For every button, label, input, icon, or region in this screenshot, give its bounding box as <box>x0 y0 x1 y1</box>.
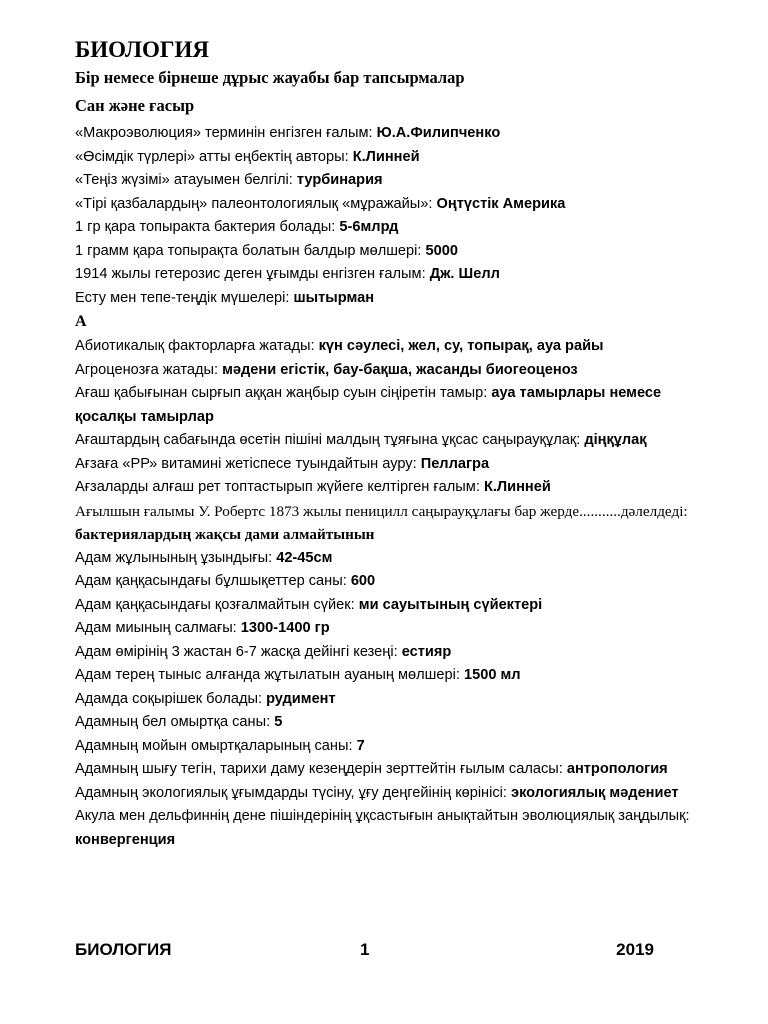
list-item <box>75 359 715 383</box>
answer-text: 7 <box>356 737 365 754</box>
list-item <box>75 570 715 594</box>
answer-text: 1300-1400 гр <box>240 620 330 636</box>
question-text: Адам жұлынының ұзындығы: <box>75 549 277 566</box>
list-item <box>75 664 715 688</box>
list-item <box>75 805 715 852</box>
answer-text: 5 <box>274 714 283 730</box>
answer-text: күн сәулесі, жел, су, топырақ, ауа райы <box>318 338 604 354</box>
answer-text: шытырман <box>293 289 375 306</box>
footer-subject: БИОЛОГИЯ <box>75 940 172 959</box>
question-text: «Макроэволюция» терминін енгізген ғалым: <box>75 125 377 141</box>
answer-text: діңқұлақ <box>584 432 647 448</box>
question-text: Ағзаларды алғаш рет топтастырып жүйеге келтірген ғалым: <box>75 479 484 495</box>
question-text: «Теңіз жүзімі» атауымен белгілі: <box>75 172 297 188</box>
answer-text: ауа тамырлары немесе қосалқы тамырлар <box>75 385 662 425</box>
question-text: Адам қаңқасындағы бұлшықеттер саны: <box>75 573 351 589</box>
question-text: Есту мен тепе-теңдік мүшелері: <box>75 289 294 306</box>
list-item <box>75 547 715 571</box>
question-text: Адамның бел омыртқа саны: <box>75 714 275 730</box>
answer-text: турбинария <box>296 172 383 188</box>
question-text: Адам терең тыныс алғанда жұтылатын ауаның мөлшері: <box>75 667 464 683</box>
list-item <box>75 216 715 240</box>
answer-text: экологиялық мәдениет <box>511 784 679 801</box>
question-text: «Өсімдік түрлері» атты еңбектің авторы: <box>75 148 353 165</box>
question-text: «Тірі қазбалардың» палеонтологиялық «мұражайы»: <box>75 195 437 212</box>
question-text: Ағаштардың сабағында өсетін пішіні малдың тұяғына ұқсас саңырауқұлақ: <box>75 432 585 448</box>
list-item <box>75 122 715 146</box>
question-text: Адам өмірінің 3 жастан 6-7 жасқа дейінгі кезеңі: <box>75 643 402 660</box>
list-item <box>75 382 715 429</box>
document-subtitle: Бір немесе бірнеше дұрыс жауабы бар тапсырмалар <box>75 68 465 87</box>
list-item <box>75 711 715 735</box>
question-text: 1914 жылы гетерозис деген ұғымды енгізген ғалым: <box>75 266 430 282</box>
question-text: Ағаш қабығынан сырғып аққан жаңбыр суын сіңіретін тамыр: <box>75 385 492 401</box>
list-item <box>75 263 715 287</box>
answer-text: Ю.А.Филипченко <box>376 125 501 141</box>
question-text: 1 гр қара топыракта бактерия болады: <box>75 219 340 235</box>
list-item <box>75 146 715 170</box>
footer-year: 2019 <box>616 940 654 959</box>
list-item <box>75 500 715 547</box>
list-item <box>75 735 715 759</box>
letter-heading: А <box>75 313 87 330</box>
answer-text: Дж. Шелл <box>429 266 500 282</box>
list-item <box>75 617 715 641</box>
list-item <box>75 169 715 193</box>
section-heading: Сан және ғасыр <box>75 96 195 115</box>
answer-text: рудимент <box>266 690 336 707</box>
question-text: Ағзаға «РР» витамині жетіспесе туындайтын ауру: <box>75 455 421 472</box>
question-text: Адамның шығу тегін, тарихи даму кезеңдерін зерттейтін ғылым саласы: <box>75 761 567 777</box>
list-item <box>75 641 715 665</box>
list-item <box>75 240 715 264</box>
document-page <box>75 38 715 852</box>
question-text: Ағылшын ғалымы У. Робертс 1873 жылы пеницилл саңырауқұлағы бар жерде...........дәлелдеді: <box>75 502 688 520</box>
answer-text: Пеллагра <box>420 455 490 472</box>
question-text: 1 грамм қара топырақта болатын балдыр мөлшері: <box>75 242 426 259</box>
answer-text: 5000 <box>425 242 458 259</box>
question-text: Адамның экологиялық ұғымдарды түсіну, ұғу деңгейінің көрінісі: <box>75 784 512 801</box>
answer-text: 5-6млрд <box>339 219 399 235</box>
question-text: Адамның мойын омыртқаларының саны: <box>75 737 357 754</box>
question-text: Адамда соқырішек болады: <box>75 690 267 707</box>
footer-page-number: 1 <box>360 940 370 959</box>
question-text: Адам миының салмағы: <box>75 620 241 636</box>
list-item <box>75 782 715 806</box>
section-2-list <box>75 335 715 852</box>
question-text: Акула мен дельфиннің дене пішіндерінің ұқсастығын анықтайтын эволюциялық заңдылық: <box>75 808 690 824</box>
document-title: БИОЛОГИЯ <box>75 37 210 62</box>
list-item <box>75 287 715 311</box>
list-item <box>75 335 715 359</box>
answer-text: естияр <box>401 643 452 660</box>
list-item <box>75 594 715 618</box>
question-text: Абиотикалық факторларға жатады: <box>75 338 319 354</box>
list-item <box>75 688 715 712</box>
list-item <box>75 193 715 217</box>
list-item <box>75 429 715 453</box>
answer-text: Оңтүстік Америка <box>436 195 566 212</box>
list-item <box>75 758 715 782</box>
answer-text: 600 <box>350 573 376 589</box>
question-text: Агроценозға жатады: <box>75 361 223 378</box>
answer-text: 1500 мл <box>463 667 521 683</box>
answer-text: ми сауытының сүйектері <box>358 596 543 613</box>
list-item <box>75 453 715 477</box>
answer-text: бактериялардың жақсы дами алмайтынын <box>75 526 375 543</box>
answer-text: К.Линней <box>352 148 420 165</box>
section-1-list <box>75 122 715 310</box>
answer-text: К.Линней <box>483 479 551 495</box>
answer-text: конвергенция <box>75 831 176 848</box>
answer-text: антропология <box>566 761 668 777</box>
page-footer <box>75 940 654 964</box>
answer-text: мәдени егістік, бау-бақша, жасанды биогеоценоз <box>222 361 578 378</box>
question-text: Адам қаңқасындағы қозғалмайтын сүйек: <box>75 596 359 613</box>
list-item <box>75 476 715 500</box>
answer-text: 42-45см <box>276 549 333 566</box>
